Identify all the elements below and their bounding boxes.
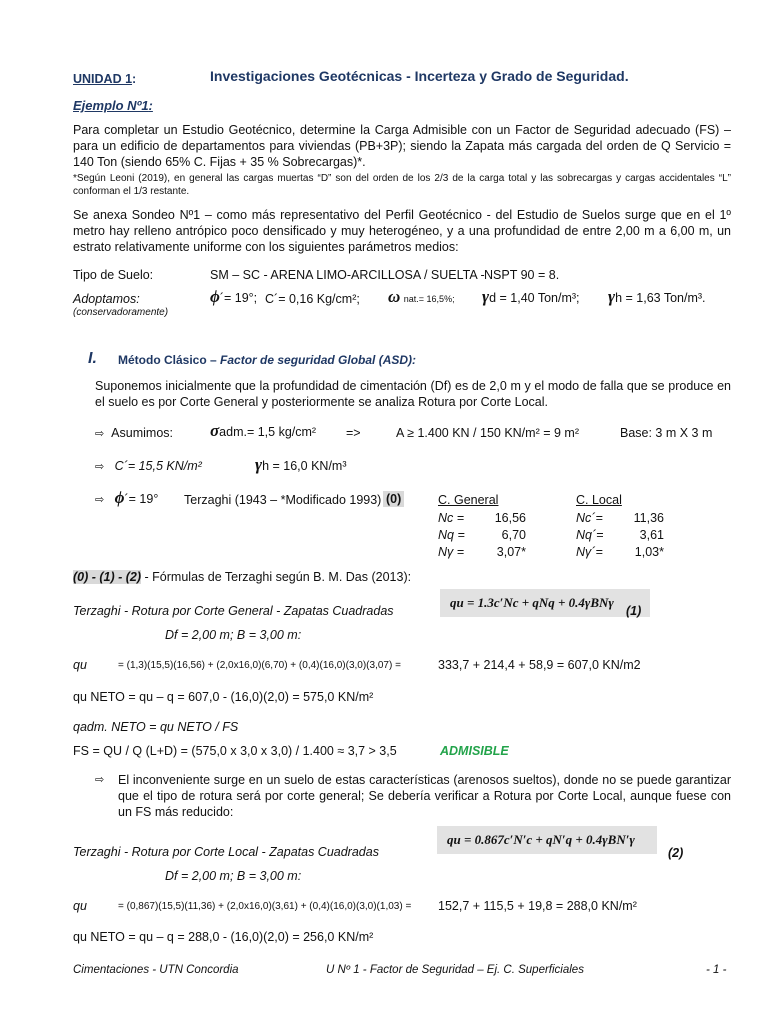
general-factor-value: 6,70 <box>501 528 526 542</box>
local-qu-expr: = (0,867)(15,5)(11,36) + (2,0x16,0)(3,61) + (0,4)(16,0)(3,0)(1,03) = <box>118 901 412 912</box>
nspt-label-text: NSPT 90 <box>484 268 535 282</box>
local-qneto: qu NETO = qu – q = 288,0 - (16,0)(2,0) = 256,0 KN/m² <box>73 930 374 944</box>
general-factors <box>438 511 526 562</box>
general-title: C. General <box>438 493 499 507</box>
general-qadm: qadm. NETO = qu NETO / FS <box>73 720 239 734</box>
assume-label: Asumimos: <box>111 426 173 440</box>
page-title: Investigaciones Geotécnicas - Incerteza y Grado de Seguridad. <box>210 68 629 84</box>
gamma-icon: γ <box>482 287 490 306</box>
footer-center: U Nº 1 - Factor de Seguridad – Ej. C. Superficiales <box>326 964 584 976</box>
unit-colon: : <box>132 72 137 86</box>
general-factor-row <box>438 545 526 562</box>
phi-line-value: ´= 19° <box>124 492 159 506</box>
ref-tag-0: (0) <box>383 491 404 507</box>
section-title-b: Factor de seguridad Global (ASD): <box>220 353 417 367</box>
section-roman: I. <box>88 350 97 367</box>
gamma-d-param <box>482 287 580 307</box>
local-factor-label: Nq´= <box>576 528 604 542</box>
example-colon: : <box>148 98 153 113</box>
unit-label: UNIDAD 1 <box>73 72 133 86</box>
gamma-d-value: d = 1,40 Ton/m³; <box>489 291 580 305</box>
general-qu-expr: = (1,3)(15,5)(16,56) + (2,0x16,0)(6,70) + (0,4)(16,0)(3,0)(3,07) = <box>118 660 401 671</box>
general-factor-label: Nγ = <box>438 545 465 559</box>
general-factor-value: 3,07* <box>496 545 526 559</box>
arrow-right-icon: ⇨ <box>95 494 105 506</box>
general-remark: El inconveniente surge en un suelo de estas características (arenosos sueltos), donde no se puede garantizar que el tipo de rotura será por corte general; Se debería verificar a Rotura por Corte Local, aunque fuese con un FS más reducido: <box>118 773 731 819</box>
local-factor-row <box>576 545 664 562</box>
status-badge: ADMISIBLE <box>440 744 509 758</box>
general-factor-row <box>438 511 526 528</box>
general-factor-value: 16,56 <box>494 511 526 525</box>
moisture-param <box>388 287 455 307</box>
local-heading: Terzaghi - Rotura por Corte Local - Zapatas Cuadradas <box>73 845 379 859</box>
section-paragraph: Suponemos inicialmente que la profundidad de cimentación (Df) es de 2,0 m y el modo de falla que se produce en el suelo es por Corte General y posteriormente se analiza Rotura por Corte Local. <box>95 379 731 409</box>
footer-page-number: - 1 - <box>706 964 727 976</box>
base-value: Base: 3 m X 3 m <box>620 426 713 440</box>
local-factors <box>576 511 664 562</box>
local-dims: Df = 2,00 m; B = 3,00 m: <box>165 869 302 883</box>
phi-icon: ϕ <box>210 287 220 306</box>
section-title-a: Método Clásico – <box>118 353 221 367</box>
nspt-label <box>484 268 559 282</box>
example-label-text: Ejemplo Nº1 <box>73 98 149 113</box>
footer-left: Cimentaciones - UTN Concordia <box>73 964 239 976</box>
general-factor-label: Nq = <box>438 528 465 542</box>
adopt-sub: (conservadoramente) <box>73 307 169 318</box>
formula-tag-1: (1) <box>626 604 642 618</box>
unit-header <box>73 72 136 86</box>
gamma-h-line <box>255 455 347 475</box>
cohesion-param: C´= 0,16 Kg/cm²; <box>265 292 360 306</box>
moisture-value: nat.= 16,5%; <box>403 294 455 304</box>
local-factor-value: 11,36 <box>633 511 664 525</box>
local-factor-value: 1,03* <box>634 545 664 559</box>
assume-line <box>95 426 173 440</box>
section-title <box>118 353 416 367</box>
gamma-h-line-value: h = 16,0 KN/m³ <box>262 459 347 473</box>
phi-icon: ϕ <box>114 488 125 507</box>
general-qu-label: qu <box>73 658 87 672</box>
c-line <box>95 459 202 473</box>
local-title: C. Local <box>576 493 622 507</box>
general-formula: qu = 1.3c′Nc + qNq + 0.4γBNγ <box>440 589 650 617</box>
local-qu-label: qu <box>73 899 87 913</box>
gamma-icon: γ <box>255 455 263 474</box>
soil-type-label: Tipo de Suelo: <box>73 268 154 282</box>
local-formula: qu = 0.867c′N′c + qN′q + 0.4γBN′γ <box>437 826 657 854</box>
gamma-icon: γ <box>608 287 616 306</box>
gamma-h-value: h = 1,63 Ton/m³. <box>615 291 706 305</box>
phi-param <box>210 287 257 307</box>
arrow-right-icon: ⇨ <box>95 428 105 440</box>
local-factor-row <box>576 511 664 528</box>
example-label <box>73 98 153 113</box>
intro-paragraph-1: Para completar un Estudio Geotécnico, determine la Carga Admisible con un Factor de Seguridad adecuado (FS) – para un edificio de departamentos para viviendas (PB+3P); siendo la Zapata más cargada del orden de Q Servicio = 140 Ton (siendo 65% C. Fijas + 35 % Sobrecargas)*. <box>73 123 731 169</box>
general-fs: FS = QU / Q (L+D) = (575,0 x 3,0 x 3,0) / 1.400 ≈ 3,7 > 3,5 <box>73 744 397 758</box>
adopt-label: Adoptamos: <box>73 292 140 306</box>
general-dims: Df = 2,00 m; B = 3,00 m: <box>165 628 302 642</box>
c-line-value: C´= 15,5 KN/m² <box>114 459 202 473</box>
sigma-adm <box>210 421 316 441</box>
local-factor-value: 3,61 <box>639 528 664 542</box>
implies-sign: => <box>346 426 361 440</box>
local-factor-label: Nγ´= <box>576 545 603 559</box>
phi-line <box>95 488 158 508</box>
terzaghi-ref: Terzaghi (1943 – *Modificado 1993) <box>184 493 382 507</box>
general-qu-result: 333,7 + 214,4 + 58,9 = 607,0 KN/m2 <box>438 658 641 672</box>
local-factor-row <box>576 528 664 545</box>
general-qneto: qu NETO = qu – q = 607,0 - (16,0)(2,0) = 575,0 KN/m² <box>73 690 374 704</box>
local-factor-label: Nc´= <box>576 511 603 525</box>
intro-paragraph-2: Se anexa Sondeo Nº1 – como más representativo del Perfil Geotécnico - del Estudio de Suelos surge que en el 1º metro hay relleno antrópico poco densificado y muy heterogéneo, y a una profundidad de entre 2,00 m a 6,00 m, un estrato relativamente uniforme con los siguientes parámetros medios: <box>73 208 731 254</box>
nspt-value: = 8. <box>537 268 560 282</box>
sigma-icon: σ <box>210 421 220 440</box>
phi-value: ´= 19°; <box>219 291 258 305</box>
general-factor-label: Nc = <box>438 511 465 525</box>
arrow-right-icon: ⇨ <box>95 774 105 786</box>
arrow-right-icon: ⇨ <box>95 461 105 473</box>
soil-type-value: SM – SC - ARENA LIMO-ARCILLOSA / SUELTA - <box>210 268 485 282</box>
general-heading: Terzaghi - Rotura por Corte General - Zapatas Cuadradas <box>73 604 394 618</box>
formulas-ref <box>73 570 411 584</box>
formula-tag-2: (2) <box>668 846 684 860</box>
formulas-tags: (0) - (1) - (2) <box>73 570 142 584</box>
general-factor-row <box>438 528 526 545</box>
gamma-h-param <box>608 287 706 307</box>
omega-icon: ω <box>388 287 401 306</box>
formulas-text: - Fórmulas de Terzaghi según B. M. Das (2013): <box>141 570 412 584</box>
local-qu-result: 152,7 + 115,5 + 19,8 = 288,0 KN/m² <box>438 899 637 913</box>
area-value: A ≥ 1.400 KN / 150 KN/m² = 9 m² <box>396 426 579 440</box>
intro-note: *Según Leoni (2019), en general las cargas muertas “D” son del orden de los 2/3 de la carga total y las sobrecargas y cargas accidentales “L” conforman el 1/3 restante. <box>73 173 731 197</box>
sigma-value: adm.= 1,5 kg/cm² <box>219 425 317 439</box>
